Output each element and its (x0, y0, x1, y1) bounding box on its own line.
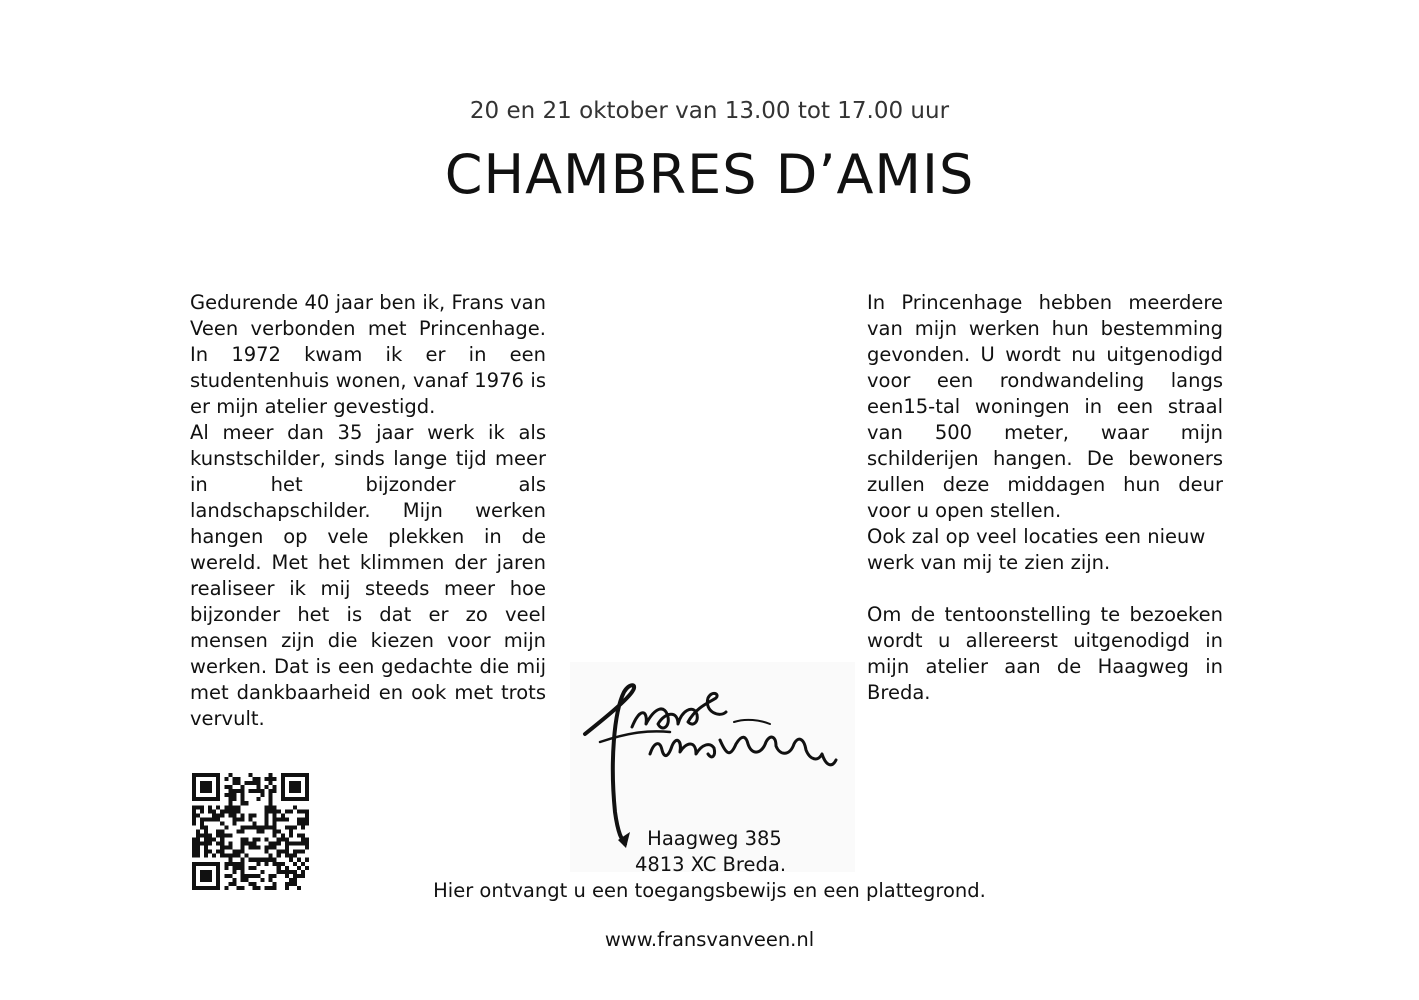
address-street: Haagweg 385 (647, 827, 782, 850)
right-paragraph-2: Ook zal op veel locaties een nieuw werk van mij te zien zijn. (867, 525, 1206, 574)
right-text-column (867, 290, 1223, 706)
right-paragraph-1: In Princenhage hebben meerdere van mijn werken hun bestemming gevonden. U wordt nu uitgenodigd voor een rondwandeling langs een15-tal woningen in een straal van 500 meter, waar mijn schilderijen hangen. De bewoners zullen deze middagen hun deur voor u open stellen. (867, 291, 1223, 522)
address-block (0, 826, 1419, 904)
address-city: 4813 XC Breda. (634, 853, 787, 876)
page-title: CHAMBRES D’AMIS (444, 143, 975, 206)
left-text-column (190, 290, 546, 732)
left-paragraph-1: Gedurende 40 jaar ben ik, Frans van Veen verbonden met Princenhage. In 1972 kwam ik er in een studentenhuis wonen, vanaf 1976 is er mijn atelier gevestigd. (190, 291, 546, 418)
website-link[interactable]: www.fransvanveen.nl (604, 928, 815, 951)
address-note: Hier ontvangt u een toegangsbewijs en een plattegrond. (433, 879, 986, 902)
left-paragraph-2: Al meer dan 35 jaar werk ik als kunstschilder, sinds lange tijd meer in het bijzonder als landschapschilder. Mijn werken hangen op vele plekken in de wereld. Met het klimmen der jaren realiseer ik mij steeds meer hoe bijzonder het is dat er zo veel mensen zijn die kiezen voor mijn werken. Dat is een gedachte die mij met dankbaarheid en ook met trots vervult. (190, 421, 546, 730)
event-date-line: 20 en 21 oktober van 13.00 tot 17.00 uur (469, 98, 950, 124)
right-paragraph-3: Om de tentoonstelling te bezoeken wordt u allereerst uitgenodigd in mijn atelier aan de Haagweg in Breda. (867, 603, 1223, 704)
